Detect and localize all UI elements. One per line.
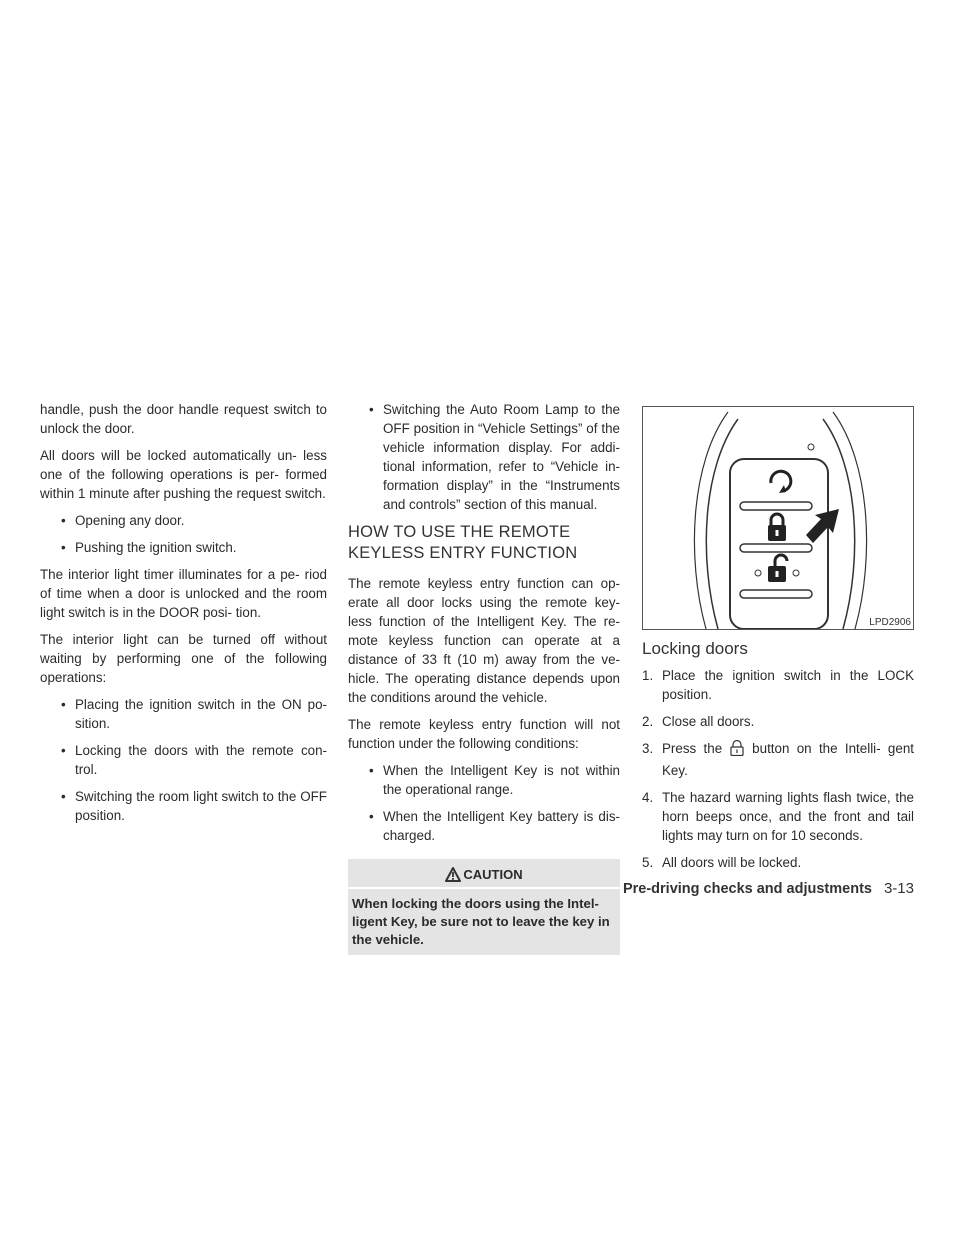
paragraph: The interior light timer illuminates for a pe- riod of time when a door is unlocked and the room light switch is in the DOOR posi- tion. <box>40 567 327 620</box>
paragraph: The remote keyless entry function can op- erate all door locks using the remote key- less function of the Intelligent Key. The re- mote keyless function can operate at a distance of 33 ft (10 m) away from the ve- hicle. The operating distance depends upon the conditions around the vehicle. <box>348 576 620 705</box>
list-item: • Switching the room light switch to the OFF position. <box>40 787 327 825</box>
step-text: The hazard warning lights flash twice, the horn beeps once, and the front and tail lights may turn on for 10 seconds. <box>662 790 914 843</box>
step-text: Close all doors. <box>662 714 755 729</box>
figure-label: LPD2906 <box>869 617 911 628</box>
column-right <box>642 406 914 880</box>
paragraph: handle, push the door handle request switch to unlock the door. <box>40 402 327 436</box>
step-item <box>642 712 914 731</box>
paragraph: All doors will be locked automatically un- less one of the following operations is per- formed within 1 minute after pushing the request switch. <box>40 448 327 501</box>
list-item: • Switching the Auto Room Lamp to the OFF position in “Vehicle Settings” of the vehicle information display. For addi- tional information, refer to “Vehicle in- formation display” in the “Instruments and controls” section of this manual. <box>348 400 620 514</box>
page-footer <box>623 880 914 897</box>
section-title: Pre-driving checks and adjustments <box>622 881 872 897</box>
caution-header <box>348 859 620 889</box>
list-item: • Opening any door. <box>40 511 327 530</box>
section-heading: HOW TO USE THE REMOTE KEYLESS ENTRY FUNCTION <box>348 523 578 562</box>
bullet-list <box>40 511 327 557</box>
bullet-list <box>40 695 327 825</box>
intelligent-key-illustration <box>643 407 913 629</box>
page-number: 3-13 <box>883 880 914 897</box>
step-item <box>642 739 914 780</box>
step-number: 1. <box>642 668 654 683</box>
step-text-post: button on the Intelli- gent Key. <box>662 741 914 778</box>
step-text: Place the ignition switch in the LOCK position. <box>662 668 914 702</box>
step-item <box>642 853 914 872</box>
steps-list <box>642 666 914 872</box>
step-number: 5. <box>642 855 654 870</box>
step-number: 4. <box>642 790 654 805</box>
list-item: • When the Intelligent Key battery is dis- charged. <box>348 807 620 845</box>
intelligent-key-figure <box>642 406 914 630</box>
list-item: • Locking the doors with the remote con- trol. <box>40 741 327 779</box>
paragraph: The remote keyless entry function will not function under the following conditions: <box>348 717 620 751</box>
list-item: • Placing the ignition switch in the ON po- sition. <box>40 695 327 733</box>
warning-icon <box>445 867 461 882</box>
list-item: • When the Intelligent Key is not within the operational range. <box>348 761 620 799</box>
column-middle <box>348 400 620 955</box>
step-item <box>642 666 914 704</box>
column-left <box>40 400 327 833</box>
lock-icon <box>726 740 748 761</box>
step-number: 3. <box>642 741 654 756</box>
step-text: All doors will be locked. <box>662 855 802 870</box>
bullet-list <box>348 400 620 514</box>
caution-text: When locking the doors using the Intel- ligent Key, be sure not to leave the key in the vehicle. <box>352 896 610 947</box>
bullet-list <box>348 761 620 845</box>
caution-title: CAUTION <box>463 867 523 882</box>
step-item <box>642 788 914 845</box>
caution-box <box>348 859 620 955</box>
list-item: • Pushing the ignition switch. <box>40 538 327 557</box>
step-text-pre: Press the <box>662 741 723 756</box>
step-number: 2. <box>642 714 654 729</box>
paragraph: The interior light can be turned off without waiting by performing one of the following operations: <box>40 632 327 685</box>
subsection-heading: Locking doors <box>642 639 748 658</box>
